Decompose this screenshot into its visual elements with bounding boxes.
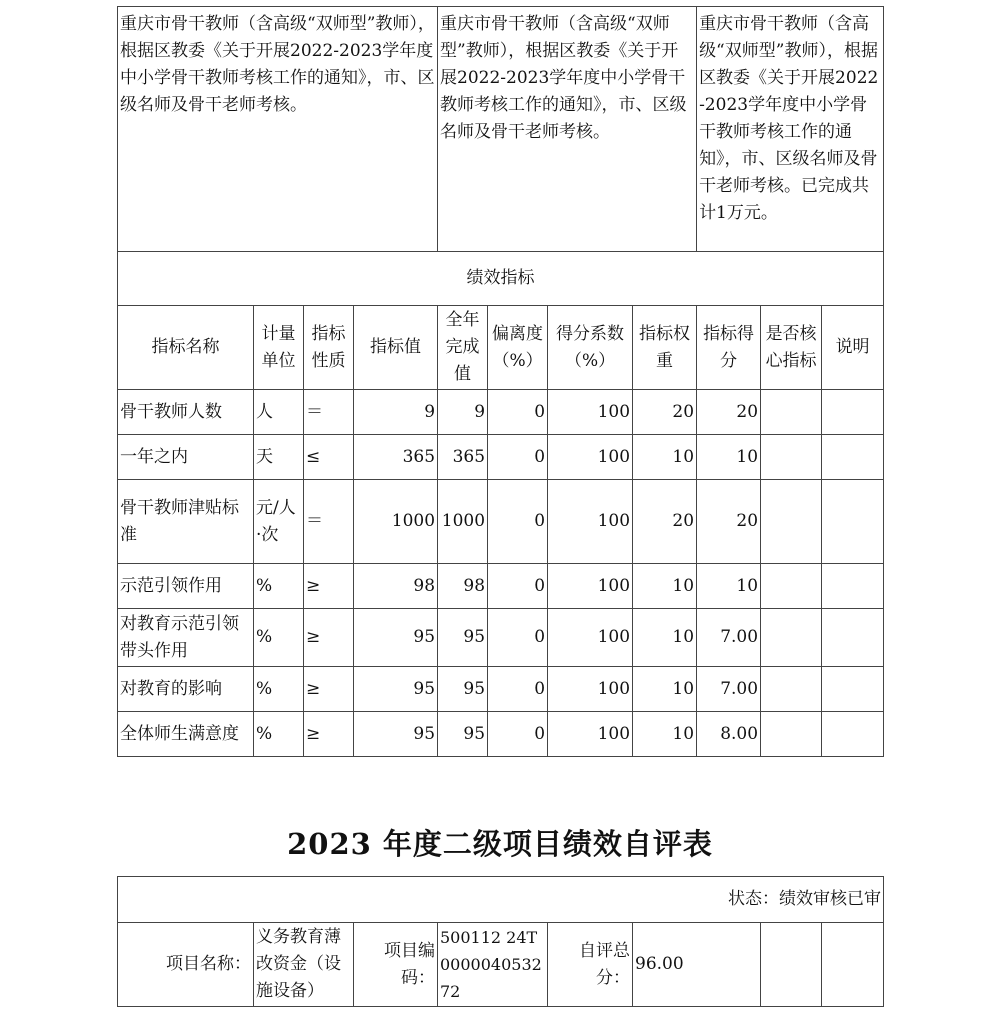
row-deviation: 0 — [488, 712, 548, 757]
row-nature: ≥ — [304, 712, 354, 757]
row-note — [822, 390, 884, 435]
row-name: 一年之内 — [118, 435, 254, 480]
row-name: 示范引领作用 — [118, 564, 254, 609]
table-row — [118, 435, 884, 480]
table-row — [118, 390, 884, 435]
description-cell-1: 重庆市骨干教师（含高级“双师型”教师），根据区教委《关于开展2022-2023学年度中小学骨干教师考核工作的通知》，市、区级名师及骨干老师考核。 — [118, 7, 438, 252]
row-weight: 10 — [633, 712, 697, 757]
row-target: 9 — [354, 390, 438, 435]
row-core — [761, 564, 822, 609]
table-row — [118, 480, 884, 564]
row-nature: ≥ — [304, 609, 354, 667]
row-target: 98 — [354, 564, 438, 609]
row-weight: 10 — [633, 564, 697, 609]
empty-cell — [822, 923, 884, 1007]
row-unit: % — [254, 564, 304, 609]
row-coefficient: 100 — [548, 480, 633, 564]
row-score: 10 — [697, 564, 761, 609]
section-title-row — [118, 252, 884, 306]
row-name: 骨干教师津贴标准 — [118, 480, 254, 564]
row-unit: 人 — [254, 390, 304, 435]
row-score: 7.00 — [697, 667, 761, 712]
row-weight: 10 — [633, 667, 697, 712]
row-core — [761, 609, 822, 667]
row-note — [822, 435, 884, 480]
header-nature: 指标性质 — [304, 306, 354, 390]
row-note — [822, 667, 884, 712]
row-score: 10 — [697, 435, 761, 480]
row-actual: 365 — [438, 435, 488, 480]
row-coefficient: 100 — [548, 667, 633, 712]
row-name: 对教育的影响 — [118, 667, 254, 712]
row-note — [822, 480, 884, 564]
row-unit: % — [254, 712, 304, 757]
header-weight: 指标权重 — [633, 306, 697, 390]
project-code-label: 项目编码： — [354, 923, 438, 1007]
self-score-value: 96.00 — [633, 923, 761, 1007]
description-cell-2: 重庆市骨干教师（含高级“双师型”教师），根据区教委《关于开展2022-2023学年度中小学骨干教师考核工作的通知》，市、区级名师及骨干老师考核。 — [438, 7, 697, 252]
row-name: 骨干教师人数 — [118, 390, 254, 435]
row-name: 对教育示范引领带头作用 — [118, 609, 254, 667]
row-deviation: 0 — [488, 609, 548, 667]
row-coefficient: 100 — [548, 435, 633, 480]
section-title: 绩效指标 — [118, 252, 884, 306]
row-actual: 98 — [438, 564, 488, 609]
row-nature: ≥ — [304, 667, 354, 712]
header-coefficient: 得分系数（%） — [548, 306, 633, 390]
row-target: 365 — [354, 435, 438, 480]
row-deviation: 0 — [488, 390, 548, 435]
header-core: 是否核心指标 — [761, 306, 822, 390]
row-actual: 1000 — [438, 480, 488, 564]
row-score: 7.00 — [697, 609, 761, 667]
row-nature: ≤ — [304, 435, 354, 480]
row-note — [822, 609, 884, 667]
self-score-label: 自评总分： — [548, 923, 633, 1007]
row-nature: ＝ — [304, 480, 354, 564]
row-deviation: 0 — [488, 480, 548, 564]
empty-cell — [761, 923, 822, 1007]
table-row — [118, 609, 884, 667]
row-coefficient: 100 — [548, 564, 633, 609]
row-weight: 20 — [633, 390, 697, 435]
table-row — [118, 712, 884, 757]
row-target: 95 — [354, 712, 438, 757]
table-row — [118, 667, 884, 712]
description-row — [118, 7, 884, 252]
header-score: 指标得分 — [697, 306, 761, 390]
row-core — [761, 712, 822, 757]
row-coefficient: 100 — [548, 390, 633, 435]
row-nature: ＝ — [304, 390, 354, 435]
row-target: 95 — [354, 609, 438, 667]
status-row — [118, 877, 884, 923]
row-score: 20 — [697, 480, 761, 564]
header-row — [118, 306, 884, 390]
status-text: 状态：绩效审核已审 — [118, 877, 884, 923]
self-evaluation-table — [117, 876, 884, 1007]
row-core — [761, 435, 822, 480]
row-score: 20 — [697, 390, 761, 435]
row-note — [822, 712, 884, 757]
row-target: 95 — [354, 667, 438, 712]
project-name-label: 项目名称： — [118, 923, 254, 1007]
row-name: 全体师生满意度 — [118, 712, 254, 757]
row-weight: 20 — [633, 480, 697, 564]
header-deviation: 偏离度（%） — [488, 306, 548, 390]
project-info-row — [118, 923, 884, 1007]
row-deviation: 0 — [488, 667, 548, 712]
row-actual: 95 — [438, 667, 488, 712]
row-actual: 95 — [438, 609, 488, 667]
row-deviation: 0 — [488, 564, 548, 609]
row-weight: 10 — [633, 609, 697, 667]
row-core — [761, 667, 822, 712]
header-note: 说明 — [822, 306, 884, 390]
row-note — [822, 564, 884, 609]
row-target: 1000 — [354, 480, 438, 564]
header-actual: 全年完成值 — [438, 306, 488, 390]
row-core — [761, 480, 822, 564]
document-title: 2023 年度二级项目绩效自评表 — [287, 827, 713, 861]
row-core — [761, 390, 822, 435]
row-coefficient: 100 — [548, 712, 633, 757]
header-target: 指标值 — [354, 306, 438, 390]
row-deviation: 0 — [488, 435, 548, 480]
row-nature: ≥ — [304, 564, 354, 609]
header-unit: 计量单位 — [254, 306, 304, 390]
project-name-value: 义务教育薄改资金（设施设备） — [254, 923, 354, 1007]
description-cell-3: 重庆市骨干教师（含高级“双师型”教师），根据区教委《关于开展2022-2023学年度中小学骨干教师考核工作的通知》，市、区级名师及骨干老师考核。已完成共计1万元。 — [697, 7, 884, 252]
row-coefficient: 100 — [548, 609, 633, 667]
row-score: 8.00 — [697, 712, 761, 757]
table-row — [118, 564, 884, 609]
row-unit: % — [254, 609, 304, 667]
header-name: 指标名称 — [118, 306, 254, 390]
row-unit: 天 — [254, 435, 304, 480]
row-weight: 10 — [633, 435, 697, 480]
project-code-value: 500112 24T000004053272 — [438, 923, 548, 1007]
row-unit: % — [254, 667, 304, 712]
performance-indicator-table — [117, 6, 884, 757]
row-actual: 95 — [438, 712, 488, 757]
row-unit: 元/人·次 — [254, 480, 304, 564]
row-actual: 9 — [438, 390, 488, 435]
